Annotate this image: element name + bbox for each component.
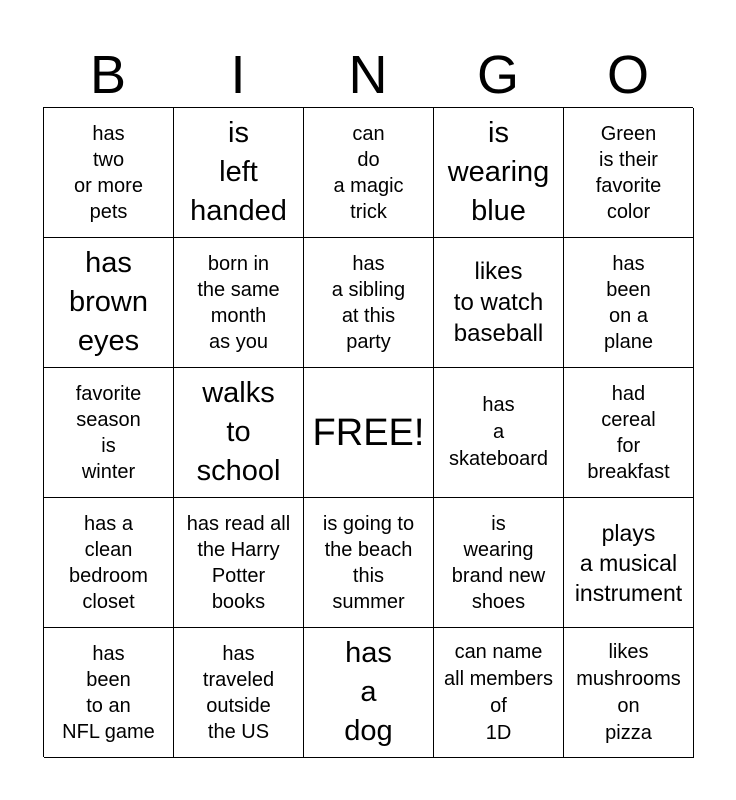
bingo-cell[interactable]: had cereal for breakfast xyxy=(564,368,694,498)
bingo-cell[interactable]: has been on a plane xyxy=(564,238,694,368)
header-letter-b: B xyxy=(89,45,127,105)
bingo-cell[interactable]: has a sibling at this party xyxy=(304,238,434,368)
bingo-cell[interactable]: plays a musical instrument xyxy=(564,498,694,628)
bingo-cell[interactable]: has a skateboard xyxy=(434,368,564,498)
bingo-cell[interactable]: walks to school xyxy=(174,368,304,498)
bingo-cell[interactable]: has traveled outside the US xyxy=(174,628,304,758)
bingo-cell[interactable]: is going to the beach this summer xyxy=(304,498,434,628)
bingo-header xyxy=(43,42,693,108)
bingo-cell[interactable]: has a dog xyxy=(304,628,434,758)
bingo-cell[interactable]: is wearing brand new shoes xyxy=(434,498,564,628)
bingo-cell[interactable]: Green is their favorite color xyxy=(564,108,694,238)
bingo-cell[interactable]: has been to an NFL game xyxy=(44,628,174,758)
bingo-cell[interactable]: has brown eyes xyxy=(44,238,174,368)
bingo-cell[interactable]: has two or more pets xyxy=(44,108,174,238)
bingo-cell[interactable]: has a clean bedroom closet xyxy=(44,498,174,628)
bingo-cell[interactable]: is wearing blue xyxy=(434,108,564,238)
bingo-cell[interactable]: has read all the Harry Potter books xyxy=(174,498,304,628)
header-letter-n: N xyxy=(348,45,388,105)
bingo-grid xyxy=(43,107,693,757)
header-letter-i: I xyxy=(230,45,246,105)
bingo-cell[interactable]: is left handed xyxy=(174,108,304,238)
bingo-cell[interactable]: likes to watch baseball xyxy=(434,238,564,368)
bingo-cell[interactable]: favorite season is winter xyxy=(44,368,174,498)
bingo-cell[interactable]: likes mushrooms on pizza xyxy=(564,628,694,758)
bingo-cell[interactable]: born in the same month as you xyxy=(174,238,304,368)
header-letter-o: O xyxy=(606,45,649,105)
header-letter-g: G xyxy=(476,45,519,105)
free-space-cell[interactable]: FREE! xyxy=(304,368,434,498)
bingo-cell[interactable]: can name all members of 1D xyxy=(434,628,564,758)
bingo-cell[interactable]: can do a magic trick xyxy=(304,108,434,238)
